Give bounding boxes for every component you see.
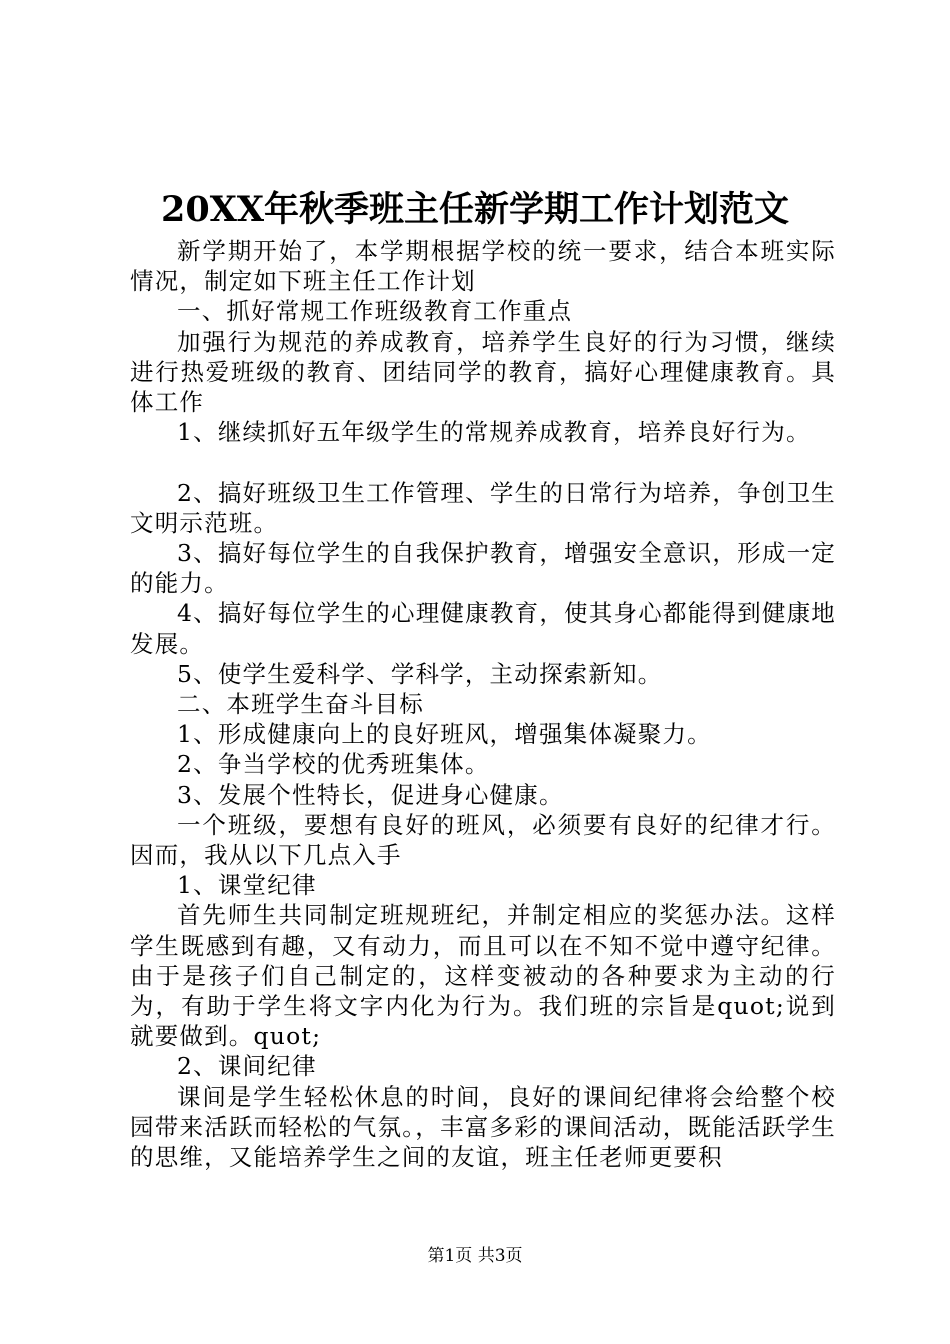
paragraph-item-2: 2、搞好班级卫生工作管理、学生的日常行为培养，争创卫生文明示范班。: [130, 478, 836, 537]
paragraph-discipline-intro: 一个班级，要想有良好的班风，必须要有良好的纪律才行。因而，我从以下几点入手: [130, 810, 836, 870]
paragraph-goal-1: 1、形成健康向上的良好班风，增强集体凝聚力。: [177, 720, 712, 749]
paragraph-classroom-heading: 1、课堂纪律: [177, 871, 317, 900]
document-body: [130, 236, 836, 1172]
paragraph-classroom-body: 首先师生共同制定班规班纪，并制定相应的奖惩办法。这样学生既感到有趣，又有动力，而且可以在不知不觉中遵守纪律。由于是孩子们自己制定的，这样变被动的各种要求为主动的行为，有助于学生将文字内化为行为。我们班的宗旨是quot;说到就要做到。quot;: [130, 901, 836, 1051]
document-title: 20XX年秋季班主任新学期工作计划范文: [160, 189, 790, 230]
paragraph-section-1-body: 加强行为规范的养成教育，培养学生良好的行为习惯，继续进行热爱班级的教育、团结同学的教育，搞好心理健康教育。具体工作: [130, 327, 836, 417]
paragraph-intro: 新学期开始了，本学期根据学校的统一要求，结合本班实际情况，制定如下班主任工作计划: [130, 237, 836, 296]
paragraph-section-1-heading: 一、抓好常规工作班级教育工作重点: [177, 297, 573, 326]
paragraph-item-3: 3、搞好每位学生的自我保护教育，增强安全意识，形成一定的能力。: [130, 539, 836, 598]
paragraph-item-4: 4、搞好每位学生的心理健康教育，使其身心都能得到健康地发展。: [130, 599, 836, 658]
paragraph-item-5: 5、使学生爱科学、学科学，主动探索新知。: [177, 659, 663, 688]
paragraph-section-2-heading: 二、本班学生奋斗目标: [177, 690, 424, 719]
paragraph-break-body: 课间是学生轻松休息的时间，良好的课间纪律将会给整个校园带来活跃而轻松的气氛。，丰富多彩的课间活动，既能活跃学生的思维，又能培养学生之间的友谊，班主任老师更要积: [130, 1082, 836, 1172]
paragraph-break-heading: 2、课间纪律: [177, 1052, 317, 1081]
page-number-footer: 第1页 共3页: [427, 1246, 523, 1266]
paragraph-item-1: 1、继续抓好五年级学生的常规养成教育，培养良好行为。: [177, 418, 811, 447]
paragraph-goal-2: 2、争当学校的优秀班集体。: [177, 750, 490, 779]
paragraph-goal-3: 3、发展个性特长，促进身心健康。: [177, 780, 564, 809]
